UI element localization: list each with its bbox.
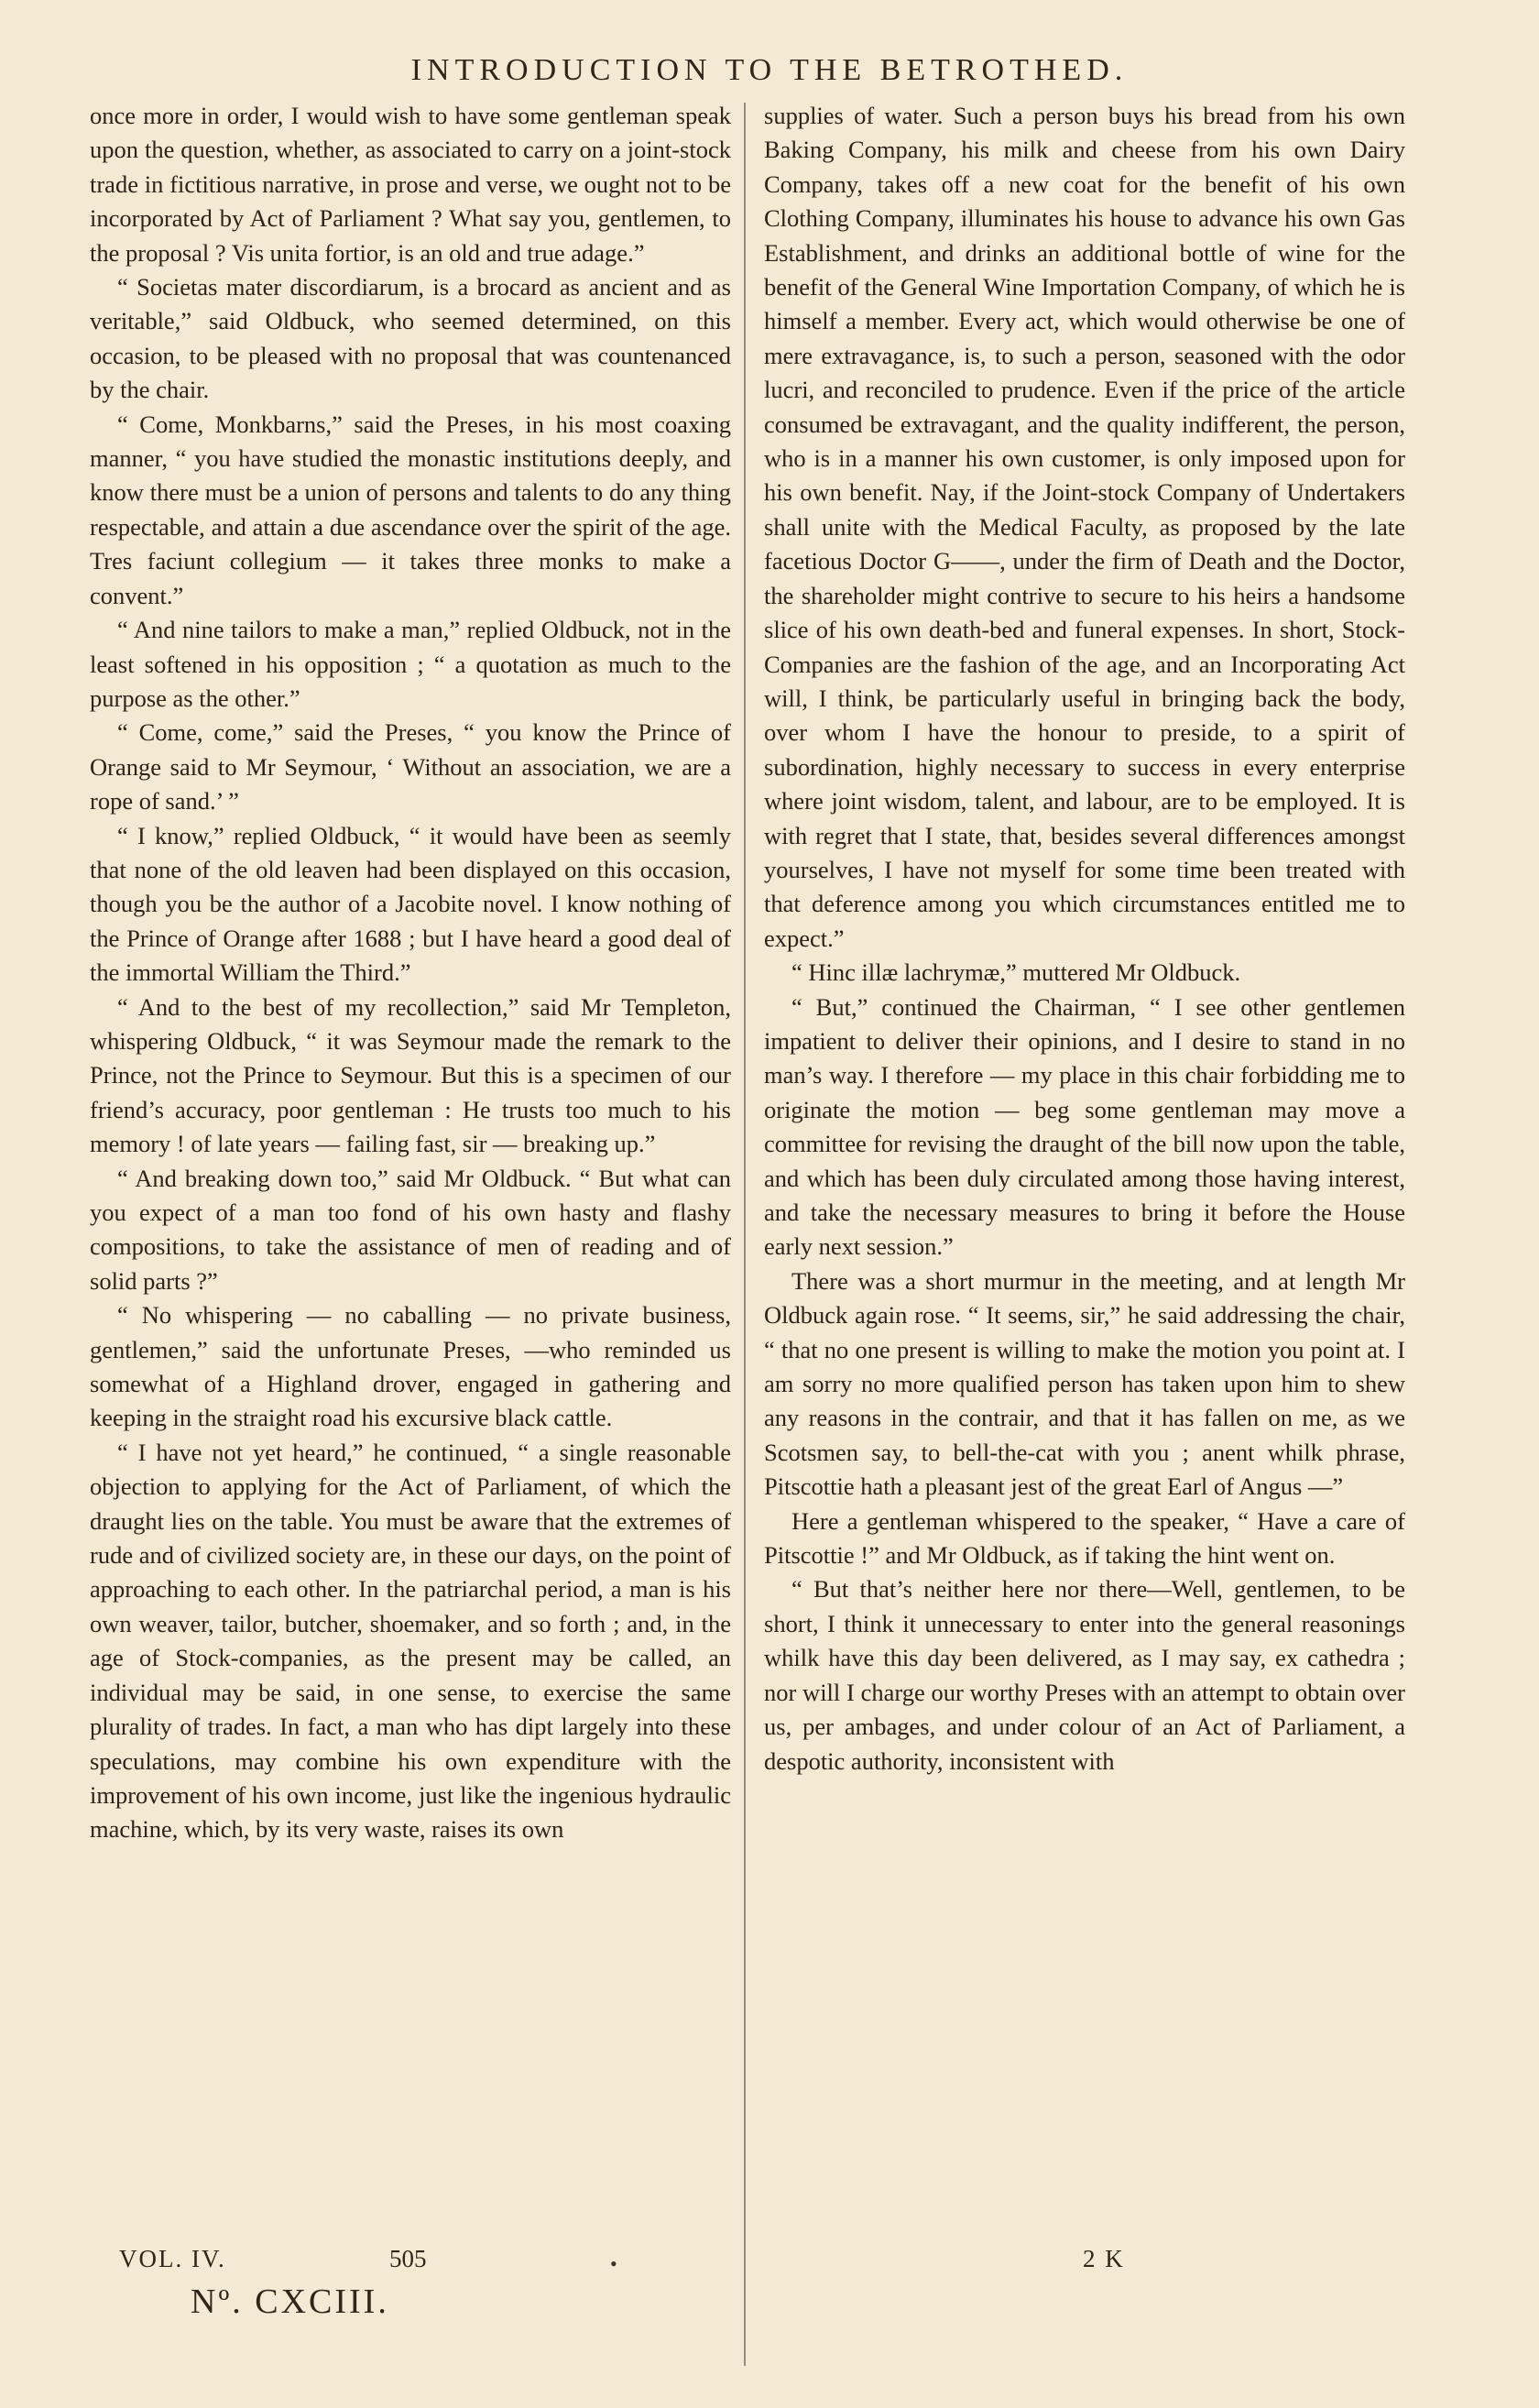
paragraph: “ I know,” replied Oldbuck, “ it would have been as seemly that none of the old leaven had been displayed on this occasion, though you be the author of a Jacobite novel. I know nothing of the Prince of Orange after 1688 ; but I have heard a good deal of the immortal William the Third.” bbox=[90, 821, 731, 987]
running-header: INTRODUCTION TO THE BETROTHED. bbox=[410, 53, 1129, 87]
paragraph: “ Hinc illæ lachrymæ,” muttered Mr Oldbuck. bbox=[791, 958, 1241, 987]
paragraph: “ No whispering — no caballing — no private business, gentlemen,” said the unfortunate Preses, —who reminded us somewhat of a Highland drover, engaged in gathering and keeping in the straight road his excursive black cattle. bbox=[90, 1301, 731, 1432]
paragraph: “ And nine tailors to make a man,” replied Oldbuck, not in the least softened in his opposition ; “ a quotation as much to the purpose as the other.” bbox=[90, 616, 731, 712]
paragraph: “ I have not yet heard,” he continued, “ a single reasonable objection to applying for the Act of Parliament, of which the draught lies on the table. You must be aware that the extremes of rude and of civilized society are, in these our days, on the point of approaching to each other. In the patriarchal period, a man is his own weaver, tailor, butcher, shoemaker, and so forth ; and, in the age of Stock-companies, as the present may be called, an individual may be said, in one sense, to exercise the same plurality of trades. In fact, a man who has dipt largely into these speculations, may combine his own expenditure with the improvement of his own income, just like the ingenious hydraulic machine, which, by its very waste, raises its own bbox=[90, 1438, 731, 1844]
paragraph: “ Societas mater discordiarum, is a brocard as ancient and as veritable,” said Oldbuck, who seemed determined, on this occasion, to be pleased with no proposal that was countenanced by the chair. bbox=[90, 273, 731, 404]
paragraph: supplies of water. Such a person buys his bread from his own Baking Company, his milk and cheese from his own Dairy Company, takes off a new coat for the benefit of his own Clothing Company, illuminates his house to advance his own Gas Establishment, and drinks an additional bottle of wine for the benefit of the General Wine Importation Company, of which he is himself a member. Every act, which would otherwise be one of mere extravagance, is, to such a person, seasoned with the odor lucri, and reconciled to prudence. Even if the price of the article consumed be extravagant, and the quality indifferent, the person, who is in a manner his own customer, is only imposed upon for his own benefit. Nay, if the Joint-stock Company of Undertakers shall unite with the Medical Faculty, as proposed by the late facetious Doctor G——, under the firm of Death and the Doctor, the shareholder might contrive to secure to his heirs a handsome slice of his own death-bed and funeral expenses. In short, Stock-Companies are the fashion of the age, and an Incorporating Act will, I think, be particularly useful in bringing back the body, over whom I have the honour to preside, to a spirit of subordination, highly necessary to success in every enterprise where joint wisdom, talent, and labour, are to be employed. It is with regret that I state, that, besides several differences amongst yourselves, I have not myself for some time been treated with that deference among you which circumstances entitled me to expect.” bbox=[764, 102, 1405, 952]
paragraph: “ Come, come,” said the Preses, “ you know the Prince of Orange said to Mr Seymour, ‘ Without an association, we are a rope of sand.’ ” bbox=[90, 718, 731, 815]
printer-mark: • bbox=[610, 2252, 617, 2275]
left-column bbox=[90, 99, 731, 1847]
right-column bbox=[764, 99, 1405, 1779]
paragraph: “ And breaking down too,” said Mr Oldbuck. “ But what can you expect of a man too fond of his own hasty and flashy compositions, to take the assistance of men of reading and of solid parts ?” bbox=[90, 1164, 731, 1295]
paragraph: Here a gentleman whispered to the speaker, “ Have a care of Pitscottie !” and Mr Oldbuck, as if taking the hint went on. bbox=[764, 1506, 1405, 1570]
signature-mark: 2 K bbox=[1083, 2245, 1125, 2272]
paragraph: once more in order, I would wish to have some gentleman speak upon the question, whether, as associated to carry on a joint-stock trade in fictitious narrative, in prose and verse, we ought not to be incorporated by Act of Parliament ? What say you, gentlemen, to the proposal ? Vis unita fortior, is an old and true adage.” bbox=[90, 102, 731, 267]
paragraph: “ But,” continued the Chairman, “ I see other gentlemen impatient to deliver their opinions, and I desire to stand in no man’s way. I therefore — my place in this chair forbidding me to originate the motion — beg some gentleman may move a committee for revising the draught of the bill now upon the table, and which has been duly circulated among those having interest, and take the necessary measures to bring it before the House early next session.” bbox=[764, 992, 1405, 1261]
paragraph: “ Come, Monkbarns,” said the Preses, in his most coaxing manner, “ you have studied the monastic institutions deeply, and know there must be a union of persons and talents to do any thing respectable, and attain a due ascendance over the spirit of the age. Tres faciunt collegium — it takes three monks to make a convent.” bbox=[90, 410, 731, 609]
page-number: 505 bbox=[389, 2245, 427, 2272]
paragraph: “ But that’s neither here nor there—Well, gentlemen, to be short, I think it unnecessary to enter into the general reasonings whilk have this day been delivered, as I may say, ex cathedra ; nor will I charge our worthy Preses with an attempt to obtain over us, per ambages, and under colour of an Act of Parliament, a despotic authority, inconsistent with bbox=[764, 1575, 1405, 1775]
column-divider bbox=[744, 103, 746, 2366]
paragraph: “ And to the best of my recollection,” said Mr Templeton, whispering Oldbuck, “ it was Seymour made the remark to the Prince, not the Prince to Seymour. But this is a specimen of our friend’s accuracy, poor gentleman : He trusts too much to his memory ! of late years — failing fast, sir — breaking up.” bbox=[90, 992, 731, 1158]
issue-number: Nº. CXCIII. bbox=[191, 2282, 389, 2321]
volume-label: VOL. IV. bbox=[119, 2245, 226, 2272]
paragraph: There was a short murmur in the meeting, and at length Mr Oldbuck again rose. “ It seems, sir,” he said addressing the chair, “ that no one present is willing to make the motion you point at. I am sorry no more qualified person has taken upon him to shew any reasons in the contrair, and that it has fallen on me, as we Scotsmen say, to bell-the-cat with you ; anent whilk phrase, Pitscottie hath a pleasant jest of the great Earl of Angus —” bbox=[764, 1266, 1405, 1501]
